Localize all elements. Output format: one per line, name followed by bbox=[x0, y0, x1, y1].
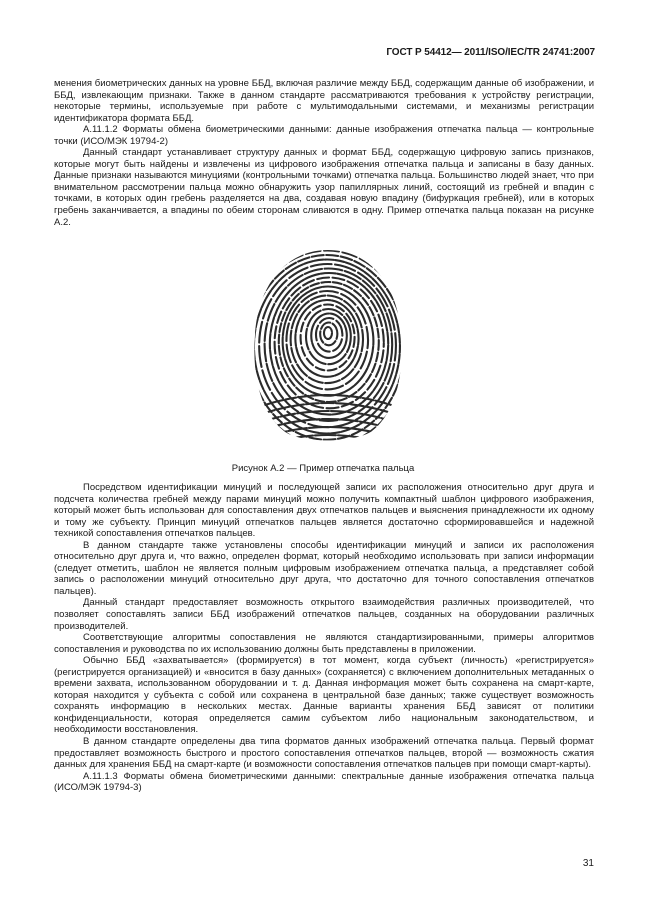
text-block-top bbox=[54, 78, 594, 228]
paragraph: Обычно ББД «захватывается» (формируется) в тот момент, когда субъект (личность) «регистрируется» (регистрируется организацией) и «вносится в базу данных» (сохраняется) с включением дополнительных метаданных о времени захвата, использованном оборудовании и т. д. Данная информация может быть сохранена на смарт-карте, которая находится у субъекта с собой или сохранена в центральной базе данных; также существует возможность сохранять информацию в нескольких местах. Данные варианты хранения ББД зависят от политики конфиденциальности, которая определяется самим субъектом либо национальным законодательством, и необходимости восстановления. bbox=[54, 655, 594, 736]
paragraph: Данный стандарт предоставляет возможность открытого взаимодействия различных производителей, что позволяет сопоставлять записи ББД изображений отпечатков пальцев, созданных на оборудовании различных производителей. bbox=[54, 597, 594, 632]
paragraph: В данном стандарте определены два типа форматов данных изображений отпечатка пальца. Первый формат предоставляет возможность быстрого и простого сопоставления отпечатков пальцев, второй — возможность сжатия данных для хранения ББД на смарт-карте (и возможности сопоставления отпечатков пальцев при помощи смарт-карты). bbox=[54, 736, 594, 771]
paragraph: А.11.1.3 Форматы обмена биометрическими данными: спектральные данные изображения отпечатка пальца (ИСО/МЭК 19794-3) bbox=[54, 770, 594, 794]
fingerprint-image bbox=[248, 247, 408, 445]
document-header: ГОСТ Р 54412— 2011/ISO/IEC/TR 24741:2007 bbox=[386, 47, 595, 58]
paragraph: Данный стандарт устанавливает структуру данных и формат ББД, содержащую цифровую запись признаков, которые могут быть найдены и извлечены из цифрового изображения отпечатка пальца и записаны в базу данных. Данные признаки называются минуциями (контрольными точками) отпечатка пальца. Большинство людей знает, что при внимательном рассмотрении пальца можно обнаружить узор папиллярных линий, состоящий из гребней и впадин с точками, в которых один гребень разделяется на два, создавая новую впадину (бифуркация гребней), или в которых гребень заканчивается, а впадины по обеим сторонам сливаются в одну. Пример отпечатка пальца показан на рисунке А.2. bbox=[54, 147, 594, 228]
ridge-line bbox=[320, 323, 337, 346]
ridge-line bbox=[270, 273, 388, 415]
paragraph: В данном стандарте также установлены способы идентификации минуций и записи их расположения относительно друг друга и, что важно, определен формат, который необходимо использовать при записи информации (следует отметить, шаблон не является полным цифровым изображением отпечатка пальца, а представляет собой запись о расположении минуций относительно друг друга, что достаточно для точного сопоставления отпечатков пальцев). bbox=[54, 539, 594, 597]
page-number: 31 bbox=[582, 858, 594, 869]
fingerprint-figure bbox=[248, 247, 408, 445]
text-block-bottom bbox=[54, 482, 594, 794]
figure-caption: Рисунок А.2 — Пример отпечатка пальца bbox=[231, 463, 415, 474]
ridge-line bbox=[324, 327, 332, 339]
paragraph: Посредством идентификации минуций и последующей записи их расположения относительно друг друга и подсчета количества гребней между парами минуций можно получить компактный шаблон цифрового изображения, который может быть использован для сопоставления двух отпечатков пальцев и выяснения принадлежности их одному и тому же субъекту. Принцип минуций отпечатков пальцев является достаточно сформировавшейся и надежной техникой сопоставления отпечатков пальцев. bbox=[54, 482, 594, 540]
paragraph: Соответствующие алгоритмы сопоставления не являются стандартизированными, примеры алгоритмов сопоставления и руководства по их использованию должны быть представлены в приложении. bbox=[54, 632, 594, 655]
paragraph: менения биометрических данных на уровне ББД, включая различие между ББД, содержащим данные об изображении, и ББД, извлекающим признаки. Также в данном стандарте рассматриваются требования к устройству регистрации, некоторые термины, используемые при работе с мультимодальными системами, и механизмы регистрации идентификатора формата ББД. bbox=[54, 78, 594, 124]
ridge-line bbox=[286, 291, 368, 389]
paragraph: А.11.1.2 Форматы обмена биометрическими данными: данные изображения отпечатка пальца — контрольные точки (ИСО/МЭК 19794-2) bbox=[54, 124, 594, 147]
